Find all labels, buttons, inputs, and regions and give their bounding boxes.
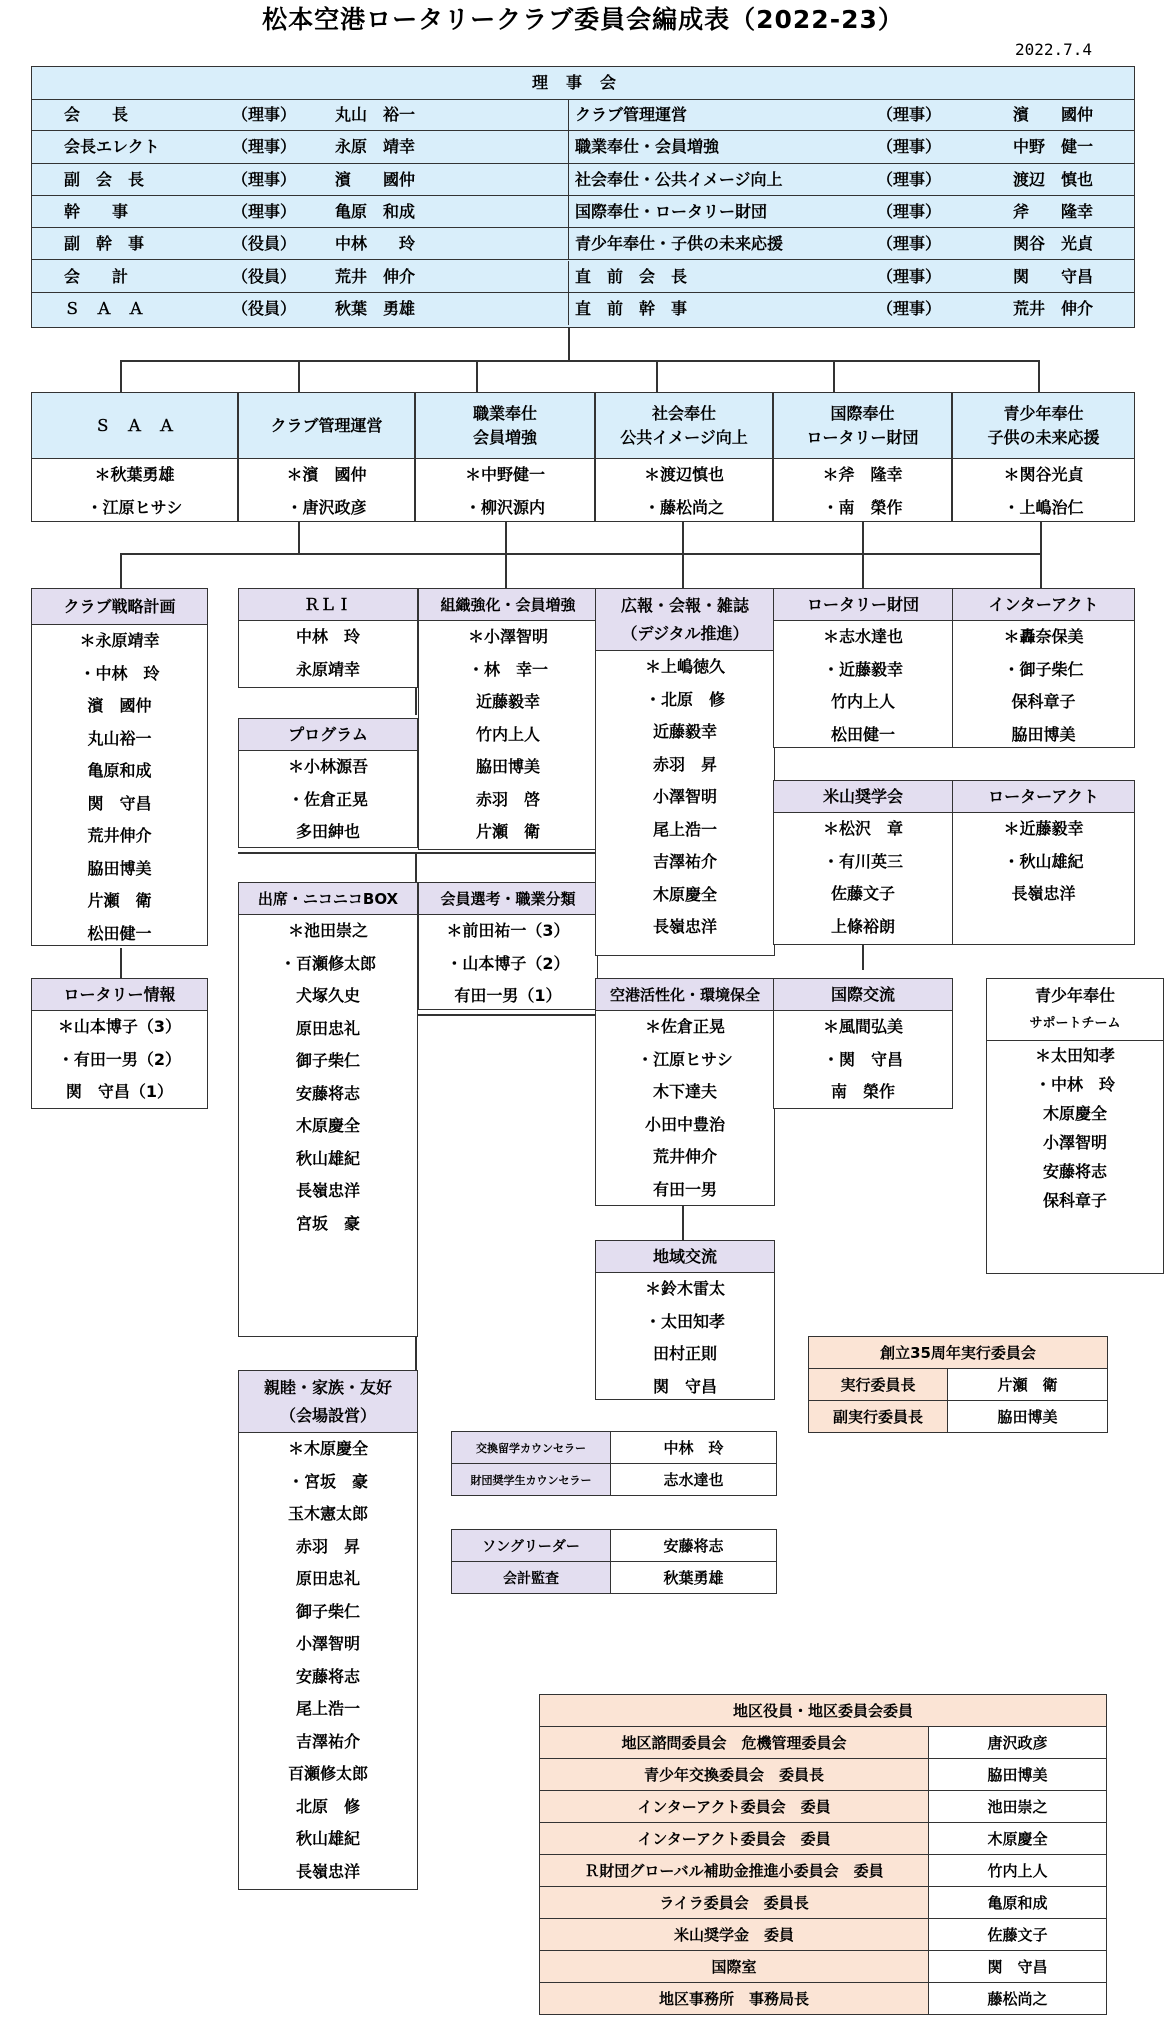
document-date: 2022.7.4 [1015,40,1093,59]
subcommittee-member: 近藤毅幸 [475,692,540,711]
district-row [540,1951,1107,1983]
board-role: 職業奉仕・会員増強 [575,137,720,157]
subcommittee-member: 亀原和成 [87,761,152,780]
board-name: 秋葉 勇雄 [335,298,416,318]
connector-line [656,360,658,393]
district-label: インターアクト委員会 委員 [540,1823,929,1855]
subcommittee-member: 小田中豊治 [644,1114,725,1134]
subcommittee-airport [595,978,775,1206]
subcommittee-member: 百瀬修太郎 [287,1764,368,1783]
board-role: 会 長 [64,105,129,124]
subcommittee-info [31,978,208,1109]
subcommittee-member: 原田忠礼 [295,1018,360,1038]
committee-member: ・南 榮作 [822,497,903,517]
subcommittee-member: 玉木憲太郎 [287,1504,368,1523]
district-label: インターアクト委員会 委員 [540,1791,929,1823]
subcommittee-member: 吉澤祐介 [652,852,717,871]
subcommittee-member: ・御子柴仁 [1003,659,1084,679]
subcommittee-member: 小澤智明 [295,1634,360,1653]
subcommittee-member: 御子柴仁 [295,1601,360,1621]
counselor-table [451,1431,777,1496]
subcommittee-member: 安藤将志 [295,1083,360,1103]
connector-line [415,685,417,715]
subcommittee-subtitle: （会場設営） [279,1405,376,1425]
subcommittee-member: 吉澤祐介 [295,1731,360,1751]
subcommittee-member: 片瀬 衛 [87,891,152,910]
subcommittee-member: ・太田知孝 [644,1311,725,1331]
subcommittee-member: ・北原 修 [644,689,725,709]
board-name: 亀原 和成 [335,201,416,221]
subcommittee-member: 宮坂 豪 [295,1213,360,1233]
subcommittee-member: ・山本博子（2） [446,953,570,973]
subcommittee-member: 原田忠礼 [295,1569,360,1588]
subcommittee-member: 関 守昌 [652,1376,717,1396]
subcommittee-exchange [773,978,953,1109]
board-type: （理事） [232,105,297,124]
subcommittee-title [32,979,207,1011]
subcommittee-member: 松田健一 [87,923,152,943]
board-row-right [569,196,1134,228]
subcommittee-member: 松田健一 [830,724,895,744]
district-row [540,1727,1107,1759]
subcommittee-title [987,979,1163,1041]
subcommittee-title-text: ロータリー財団 [806,594,919,614]
subcommittee-member: 関 守昌 [87,793,152,813]
subcommittee-yoneyama [773,780,953,945]
subcommittee-title [32,589,207,625]
subcommittee-member: ＊木原慶全 [287,1439,368,1458]
subcommittee-title [239,589,417,621]
board-role: Ｓ Ａ Ａ [64,298,145,318]
district-row [540,1855,1107,1887]
board-role: 直 前 幹 事 [575,298,688,318]
counselor-name: 志水達也 [611,1464,777,1496]
board-name: 関谷 光貞 [1013,234,1094,254]
anniversary-name: 片瀬 衛 [948,1369,1108,1401]
subcommittee-member: 安藤将志 [295,1666,360,1686]
misc-name: 秋葉勇雄 [611,1562,777,1594]
board-row-left [32,196,569,228]
committee-member: ・江原ヒサシ [86,497,183,517]
board-type: （理事） [877,105,942,124]
connector-line [568,328,570,361]
board-row-right [569,164,1134,196]
subcommittee-member: 木原慶全 [652,884,717,904]
committee-title: Ｓ Ａ Ａ [32,393,237,459]
subcommittee-member: 有田一男 [652,1179,717,1199]
subcommittee-member: ＊轟奈保美 [1003,627,1084,646]
subcommittee-member: 近藤毅幸 [652,722,717,741]
committee-member: ＊渡辺慎也 [643,465,724,484]
district-label: 米山奨学金 委員 [540,1919,929,1951]
committee-vocational [415,392,595,522]
committee-member: ＊関谷光貞 [1003,465,1084,484]
connector-line [298,360,300,393]
subcommittee-subtitle: サポートチーム [1029,1015,1121,1031]
committee-member: ＊濱 國仲 [286,465,367,484]
district-row [540,1983,1107,2015]
board-type: （理事） [232,137,297,157]
subcommittee-member: 犬塚久史 [295,986,360,1005]
board-type: （役員） [232,298,297,318]
committee-member: ＊斧 隆幸 [822,465,903,484]
subcommittee-title-text: 国際交流 [830,984,895,1004]
board-row-left [32,99,569,131]
subcommittee-member: ＊近藤毅幸 [1003,819,1084,838]
board-role: 副 会 長 [64,169,145,189]
board-type: （理事） [877,298,942,318]
district-name: 池田崇之 [929,1791,1107,1823]
board-name: 渡辺 慎也 [1013,169,1094,189]
board-type: （理事） [232,201,297,221]
subcommittee-member: 小澤智明 [652,787,717,806]
subcommittee-member: ＊前田祐一（3） [446,921,570,940]
subcommittee-strategy [31,588,208,946]
connector-line [120,948,122,978]
subcommittee-member: 荒井伸介 [87,826,152,845]
subcommittee-member: 尾上浩一 [295,1699,360,1718]
anniversary-name: 脇田博美 [948,1401,1108,1433]
subcommittee-title-text: ローターアクト [988,786,1099,806]
committee-member: ・上嶋治仁 [1003,497,1084,517]
subcommittee-title [596,979,774,1011]
district-row [540,1791,1107,1823]
connector-line [120,553,1040,555]
subcommittee-member: 安藤将志 [1042,1162,1107,1181]
connector-line [862,519,864,589]
board-name: 中野 健一 [1013,137,1094,157]
board-row-left [32,164,569,196]
subcommittee-member: 保科章子 [1042,1191,1107,1210]
district-label: 地区事務所 事務局長 [540,1983,929,2015]
board-name: 丸山 裕一 [335,105,416,124]
subcommittee-title-text: プログラム [288,724,368,744]
subcommittee-member: ＊志水達也 [822,627,903,646]
subcommittee-member: 長嶺忠洋 [295,1861,360,1881]
subcommittee-member: ＊山本博子（3） [57,1017,182,1036]
board-row-left [32,228,569,260]
subcommittee-member: ＊小澤智明 [467,627,548,646]
committee-saa [31,392,238,522]
subcommittee-member: ＊池田崇之 [287,921,368,940]
page-title: 松本空港ロータリークラブ委員会編成表（2022-23） [262,5,904,34]
subcommittee-member: 永原靖幸 [295,659,360,679]
subcommittee-member: 長嶺忠洋 [652,917,717,936]
board-role: 青少年奉仕・子供の未来応援 [575,234,784,254]
connector-line [298,519,300,554]
subcommittee-title [419,883,597,915]
subcommittee-title-text: 米山奨学会 [822,786,903,806]
subcommittee-member: ・江原ヒサシ [637,1049,733,1069]
district-name: 藤松尚之 [929,1983,1107,2015]
district-label: ライラ委員会 委員長 [540,1887,929,1919]
board-role: 会 計 [64,266,129,286]
subcommittee-member: 竹内上人 [830,692,895,711]
subcommittee-title [953,781,1134,813]
subcommittee-title-text: 会員選考・職業分類 [440,889,576,908]
subcommittee-title-text: 空港活性化・環境保全 [609,985,760,1004]
misc-label: 会計監査 [452,1562,611,1594]
subcommittee-member: 尾上浩一 [652,819,717,839]
subcommittee-title [774,589,952,621]
subcommittee-title [419,589,597,621]
subcommittee-title-text: 組織強化・会員増強 [440,595,576,614]
connector-line [682,1205,684,1240]
board-role: 副 幹 事 [64,234,145,254]
connector-line [682,519,684,589]
subcommittee-member: 荒井伸介 [652,1147,717,1166]
subcommittee-member: 有田一男（1） [454,986,562,1005]
board-name: 濱 國仲 [335,169,416,189]
subcommittee-member: ＊永原靖幸 [79,631,160,650]
subcommittee-attendance [238,882,418,1337]
district-name: 唐沢政彦 [929,1727,1107,1759]
anniversary-label: 実行委員長 [809,1369,948,1401]
board-heading: 理事会 [32,67,1134,100]
connector-line [120,360,122,393]
subcommittee-member: 中林 玲 [295,627,360,646]
subcommittee-title [774,781,952,813]
board-row-left [32,293,569,325]
subcommittee-pr [595,588,775,956]
subcommittee-member: ・中林 玲 [1034,1075,1115,1094]
board-row-right [569,99,1134,131]
subcommittee-title-text: 親睦・家族・友好 [263,1377,392,1397]
subcommittee-title-text: 青少年奉仕 [1034,985,1115,1005]
committee-community [595,392,773,522]
subcommittee-member: ＊上嶋徳久 [644,657,725,676]
connector-line [1040,519,1042,589]
district-name: 関 守昌 [929,1951,1107,1983]
district-row [540,1887,1107,1919]
board-table [31,66,1135,328]
district-label: 国際室 [540,1951,929,1983]
subcommittee-member: 小澤智明 [1042,1133,1107,1152]
connector-line [833,360,835,393]
district-title-row [540,1695,1107,1727]
district-title: 地区役員・地区委員会委員 [540,1695,1107,1727]
subcommittee-member: 保科章子 [1011,692,1076,711]
committee-member: ・唐沢政彦 [286,497,367,517]
board-type: （理事） [877,201,942,221]
subcommittee-regional [595,1240,775,1400]
board-type: （役員） [232,266,297,286]
board-row-right [569,131,1134,163]
subcommittee-member: ・中林 玲 [79,663,160,683]
board-name: 関 守昌 [1013,266,1094,286]
board-row-right [569,261,1134,293]
subcommittee-title-text: ＲＬＩ [303,594,352,614]
district-name: 竹内上人 [929,1855,1107,1887]
connector-line [238,852,598,854]
subcommittee-title [774,979,952,1011]
subcommittee-member: 片瀬 衛 [475,822,540,841]
subcommittee-member: 田村正則 [652,1344,717,1363]
board-role: 国際奉仕・ロータリー財団 [575,201,768,221]
subcommittee-member: 竹内上人 [475,724,540,744]
subcommittee-title [239,719,417,751]
subcommittee-subtitle: （デジタル推進） [621,623,749,643]
subcommittee-member: ＊風間弘美 [822,1017,903,1036]
subcommittee-title [953,589,1134,621]
subcommittee-foundation [773,588,953,748]
committee-member: ＊中野健一 [464,465,545,484]
subcommittee-support [986,978,1164,1274]
subcommittee-title [239,1371,417,1433]
district-row [540,1759,1107,1791]
subcommittee-member: 長嶺忠洋 [1011,884,1076,903]
district-name: 木原慶全 [929,1823,1107,1855]
subcommittee-title-text: 広報・会報・雑誌 [620,595,749,615]
subcommittee-member: ＊太田知孝 [1034,1046,1115,1065]
subcommittee-title [596,1241,774,1273]
subcommittee-member: 赤羽 昇 [295,1536,360,1556]
subcommittee-member: 丸山裕一 [87,728,152,748]
subcommittee-member: ・百瀬修太郎 [279,953,376,973]
subcommittee-member: 南 榮作 [830,1082,895,1101]
subcommittee-rotaract [952,780,1135,945]
board-name: 斧 隆幸 [1013,201,1094,221]
subcommittee-member: ・佐倉正晃 [287,789,368,809]
subcommittee-member: ＊小林源吾 [287,757,368,776]
connector-line [120,553,122,588]
subcommittee-member: ・宮坂 豪 [287,1471,368,1491]
committee-title: 青少年奉仕 子供の未来応援 [953,393,1134,459]
board-type: （理事） [877,234,942,254]
district-name: 脇田博美 [929,1759,1107,1791]
committee-title: クラブ管理運営 [239,393,414,459]
board-role: クラブ管理運営 [575,105,688,124]
connector-line [1038,360,1040,393]
subcommittee-member: 赤羽 啓 [475,789,540,809]
subcommittee-member: 長嶺忠洋 [295,1181,360,1200]
subcommittee-member: 秋山雄紀 [295,1148,360,1168]
subcommittee-selection [418,882,598,1010]
subcommittee-member: 北原 修 [295,1796,360,1816]
subcommittee-title-text: 出席・ニコニコBOX [257,889,399,908]
subcommittee-member: 木下達夫 [652,1082,717,1101]
subcommittee-member: 脇田博美 [475,757,540,776]
district-label: Ｒ財団グローバル補助金推進小委員会 委員 [540,1855,929,1887]
connector-line [415,852,417,882]
subcommittee-interact [952,588,1135,748]
board-name: 荒井 伸介 [1013,298,1094,318]
subcommittee-member: ＊佐倉正晃 [644,1017,725,1036]
committee-member: ・柳沢源内 [464,497,545,517]
subcommittee-title [239,883,417,915]
board-type: （理事） [877,169,942,189]
subcommittee-title-text: ロータリー情報 [63,984,176,1004]
connector-line [120,360,1040,362]
committee-title: 職業奉仕 会員増強 [416,393,594,459]
counselor-label: 財団奨学生カウンセラー [452,1464,611,1496]
counselor-name: 中林 玲 [611,1432,777,1464]
district-name: 亀原和成 [929,1887,1107,1919]
district-row [540,1919,1107,1951]
subcommittee-member: 木原慶全 [295,1116,360,1135]
board-row-right [569,228,1134,260]
misc-name: 安藤将志 [611,1530,777,1562]
subcommittee-member: 多田紳也 [295,822,360,841]
board-role: 幹 事 [64,201,129,221]
subcommittee-member: ・有田一男（2） [57,1049,182,1069]
board-name: 濱 國仲 [1013,105,1094,124]
anniversary-table [808,1336,1108,1433]
subcommittee-program [238,718,418,848]
subcommittee-member: 関 守昌（1） [65,1082,174,1101]
misc-label: ソングリーダー [452,1530,611,1562]
district-row [540,1823,1107,1855]
board-row-right [569,293,1134,325]
subcommittee-member: 御子柴仁 [295,1051,360,1070]
committee-club [238,392,415,522]
board-type: （理事） [877,266,942,286]
district-name: 佐藤文子 [929,1919,1107,1951]
subcommittee-member: ＊松沢 章 [822,819,903,838]
board-type: （理事） [877,137,942,157]
district-label: 地区諮問委員会 危機管理委員会 [540,1727,929,1759]
subcommittee-member: 脇田博美 [87,858,152,878]
subcommittee-title [596,589,774,651]
subcommittee-member: ・林 幸一 [467,659,548,679]
district-table [539,1694,1107,2015]
subcommittee-member: 上條裕朗 [830,916,895,936]
board-name: 荒井 伸介 [335,266,416,286]
board-row-left [32,131,569,163]
board-type: （役員） [232,234,297,254]
district-label: 青少年交換委員会 委員長 [540,1759,929,1791]
anniversary-label: 副実行委員長 [809,1401,948,1433]
anniversary-title: 創立35周年実行委員会 [809,1337,1108,1369]
subcommittee-fellowship [238,1370,418,1890]
subcommittee-member: 脇田博美 [1011,724,1076,744]
board-name: 永原 靖幸 [335,137,416,157]
connector-line [505,519,507,589]
committee-youth [952,392,1135,522]
subcommittee-member: ・有川英三 [822,851,903,871]
subcommittee-member: ・秋山雄紀 [1003,851,1084,871]
subcommittee-member: 濱 國仲 [87,696,152,715]
subcommittee-member: 赤羽 昇 [652,754,717,774]
subcommittee-member: ＊鈴木雷太 [644,1279,725,1298]
board-role: 直 前 会 長 [575,266,688,286]
subcommittee-title-text: クラブ戦略計画 [63,596,176,616]
committee-member: ＊秋葉勇雄 [94,465,175,484]
subcommittee-member: 佐藤文子 [830,884,895,903]
board-row-left [32,261,569,293]
board-type: （理事） [232,169,297,189]
committee-title: 国際奉仕 ロータリー財団 [774,393,951,459]
board-role: 社会奉仕・公共イメージ向上 [575,169,783,189]
committee-member: ・藤松尚之 [643,497,724,517]
subcommittee-membership [418,588,598,850]
subcommittee-member: 木原慶全 [1042,1104,1107,1123]
subcommittee-title-text: 地域交流 [652,1246,717,1266]
board-role: 会長エレクト [64,137,160,157]
subcommittee-member: 秋山雄紀 [295,1829,360,1848]
connector-line [476,360,478,393]
subcommittee-member: ・関 守昌 [822,1049,903,1069]
committee-international [773,392,952,522]
subcommittee-title-text: インターアクト [988,594,1099,614]
board-name: 中林 玲 [335,234,416,254]
subcommittee-member: ・近藤毅幸 [822,659,903,679]
subcommittee-rli [238,588,418,688]
counselor-label: 交換留学カウンセラー [452,1432,611,1464]
misc-table [451,1529,777,1594]
committee-title: 社会奉仕 公共イメージ向上 [596,393,772,459]
